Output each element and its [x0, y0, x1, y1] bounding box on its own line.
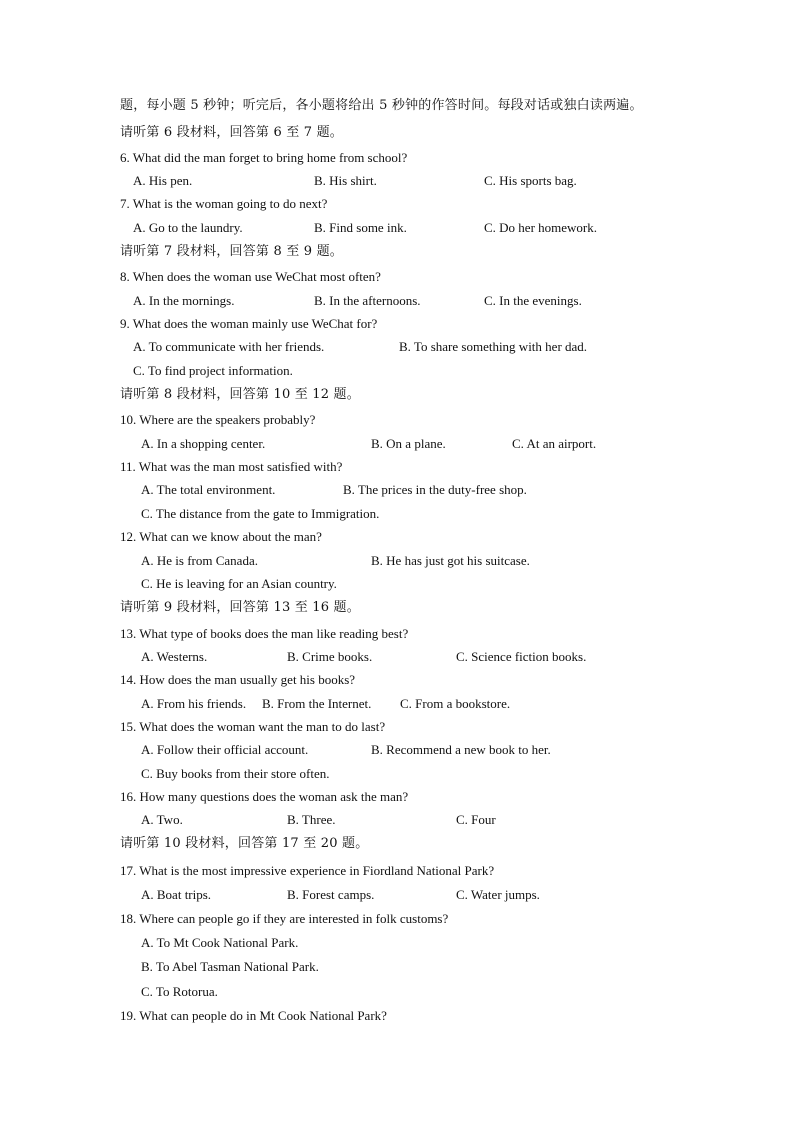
section-heading-6: 请听第 6 段材料，回答第 6 至 7 题。: [120, 125, 344, 140]
question-14-option-c: C. From a bookstore.: [400, 696, 511, 711]
question-17: 17. What is the most impressive experience in Fiordland National Park?: [120, 863, 495, 878]
question-9-option-c: C. To find project information.: [133, 363, 293, 378]
question-9-option-b: B. To share something with her dad.: [399, 339, 588, 354]
question-15-option-a: A. Follow their official account.: [141, 742, 309, 757]
question-13-option-a: A. Westerns.: [141, 649, 208, 664]
question-8: 8. When does the woman use WeChat most often?: [120, 269, 381, 284]
question-14-option-b: B. From the Internet.: [262, 696, 372, 711]
question-17-option-a: A. Boat trips.: [141, 887, 212, 902]
question-10-option-a: A. In a shopping center.: [141, 436, 266, 451]
question-6-option-a: A. His pen.: [133, 173, 193, 188]
question-16-option-c: C. Four: [456, 812, 496, 827]
question-15-option-c: C. Buy books from their store often.: [141, 766, 330, 781]
question-6-option-c: C. His sports bag.: [484, 173, 577, 188]
question-7-option-b: B. Find some ink.: [314, 220, 407, 235]
question-16: 16. How many questions does the woman ask the man?: [120, 789, 409, 804]
question-13-option-b: B. Crime books.: [287, 649, 373, 664]
question-6-option-b: B. His shirt.: [314, 173, 377, 188]
question-18: 18. Where can people go if they are interested in folk customs?: [120, 911, 449, 926]
question-10-option-b: B. On a plane.: [371, 436, 446, 451]
question-18-option-c: C. To Rotorua.: [141, 984, 218, 999]
section-heading-9: 请听第 9 段材料，回答第 13 至 16 题。: [120, 600, 360, 615]
question-11-option-a: A. The total environment.: [141, 482, 276, 497]
question-13: 13. What type of books does the man like reading best?: [120, 626, 409, 641]
question-14: 14. How does the man usually get his books?: [120, 672, 356, 687]
question-12-option-b: B. He has just got his suitcase.: [371, 553, 530, 568]
instructions-line: 题，每小题 5 秒钟；听完后，各小题将给出 5 秒钟的作答时间。每段对话或独白读两遍。: [120, 98, 643, 113]
question-14-option-a: A. From his friends.: [141, 696, 247, 711]
question-8-option-a: A. In the mornings.: [133, 293, 235, 308]
question-19: 19. What can people do in Mt Cook National Park?: [120, 1008, 387, 1023]
question-15: 15. What does the woman want the man to do last?: [120, 719, 386, 734]
question-13-option-c: C. Science fiction books.: [456, 649, 587, 664]
question-17-option-b: B. Forest camps.: [287, 887, 375, 902]
question-10: 10. Where are the speakers probably?: [120, 412, 316, 427]
section-heading-7: 请听第 7 段材料，回答第 8 至 9 题。: [120, 244, 344, 259]
question-7-option-c: C. Do her homework.: [484, 220, 598, 235]
question-16-option-b: B. Three.: [287, 812, 336, 827]
section-heading-10: 请听第 10 段材料，回答第 17 至 20 题。: [120, 836, 369, 851]
question-10-option-c: C. At an airport.: [512, 436, 597, 451]
question-12-option-c: C. He is leaving for an Asian country.: [141, 576, 337, 591]
question-9-option-a: A. To communicate with her friends.: [133, 339, 325, 354]
question-9: 9. What does the woman mainly use WeChat for?: [120, 316, 378, 331]
question-7-option-a: A. Go to the laundry.: [133, 220, 243, 235]
question-17-option-c: C. Water jumps.: [456, 887, 540, 902]
question-16-option-a: A. Two.: [141, 812, 183, 827]
question-8-option-b: B. In the afternoons.: [314, 293, 421, 308]
question-12: 12. What can we know about the man?: [120, 529, 322, 544]
question-15-option-b: B. Recommend a new book to her.: [371, 742, 551, 757]
question-18-option-a: A. To Mt Cook National Park.: [141, 935, 299, 950]
question-11-option-b: B. The prices in the duty-free shop.: [343, 482, 527, 497]
question-11-option-c: C. The distance from the gate to Immigration.: [141, 506, 380, 521]
question-8-option-c: C. In the evenings.: [484, 293, 582, 308]
question-11: 11. What was the man most satisfied with?: [120, 459, 343, 474]
section-heading-8: 请听第 8 段材料，回答第 10 至 12 题。: [120, 387, 360, 402]
question-18-option-b: B. To Abel Tasman National Park.: [141, 959, 319, 974]
question-12-option-a: A. He is from Canada.: [141, 553, 258, 568]
question-7: 7. What is the woman going to do next?: [120, 196, 328, 211]
question-6: 6. What did the man forget to bring home from school?: [120, 150, 408, 165]
